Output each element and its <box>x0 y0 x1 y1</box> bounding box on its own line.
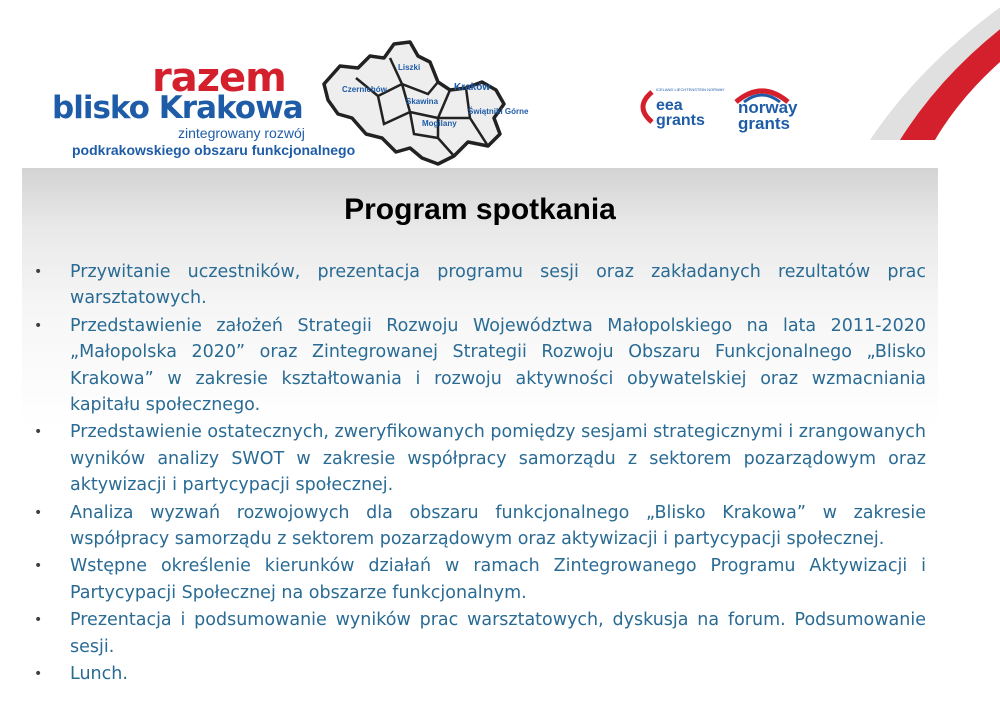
agenda-item <box>34 313 926 419</box>
bullet-icon: • <box>34 612 43 629</box>
agenda-item <box>34 259 926 312</box>
logo-tagline-2: podkrakowskiego obszaru funkcjonalnego <box>72 142 356 158</box>
agenda-item <box>34 419 926 498</box>
map-label-krakow: Kraków <box>454 82 491 93</box>
header-banner <box>0 0 960 178</box>
map-label-liszki: Liszki <box>398 63 421 72</box>
agenda-list <box>34 259 926 689</box>
agenda-item <box>34 607 926 660</box>
logo-blisko-krakowa-word: blisko Krakowa <box>52 90 303 126</box>
razem-blisko-krakowa-logo <box>52 55 356 168</box>
bullet-icon: • <box>34 504 43 521</box>
region-map-logo <box>318 38 529 170</box>
agenda-item <box>34 553 926 606</box>
bullet-icon: • <box>34 666 43 683</box>
norway-logo-text <box>738 100 798 132</box>
map-label-czernichow: Czernichów <box>342 85 387 94</box>
norway-word: norway <box>738 98 798 117</box>
eea-word: eea <box>656 97 683 114</box>
bullet-icon: • <box>34 558 43 575</box>
agenda-item-text: Lunch. <box>70 664 128 685</box>
bullet-icon: • <box>34 424 43 441</box>
norway-grants-logo <box>728 86 818 138</box>
eea-small-text: ICELAND LIECHTENSTEIN NORWAY <box>656 87 725 92</box>
eea-grants-logo <box>636 87 725 138</box>
map-label-mogilany: Mogilany <box>422 119 457 128</box>
agenda-item-text: Przywitanie uczestników, prezentacja programu sesji oraz zakładanych rezultatów prac warsztatowych. <box>70 262 926 309</box>
logo-tagline-1: zintegrowany rozwój <box>178 125 305 141</box>
corner-swoosh <box>840 0 1000 110</box>
agenda-item-text: Prezentacja i podsumowanie wyników prac warsztatowych, dyskusja na forum. Podsumowanie sesji. <box>70 610 926 657</box>
agenda-item <box>34 500 926 553</box>
norway-grants-word: grants <box>738 114 790 133</box>
logo-razem-word: razem <box>152 55 286 101</box>
page-title: Program spotkania <box>344 193 616 226</box>
eea-grants-word: grants <box>656 112 705 129</box>
eea-arc-icon <box>636 90 656 124</box>
eea-logo-text <box>656 98 705 128</box>
agenda-item <box>34 661 926 687</box>
map-label-skawina: Skawina <box>406 97 439 106</box>
map-label-swiatniki: Świątniki Górne <box>468 107 529 116</box>
agenda-item-text: Wstępne określenie kierunków działań w ramach Zintegrowanego Programu Aktywizacji i Partycypacji Społecznej na obszarze funkcjonalnym. <box>70 556 926 603</box>
agenda-item-text: Przedstawienie założeń Strategii Rozwoju Województwa Małopolskiego na lata 2011-2020 „Małopolska 2020” oraz Zintegrowanej Strategii Rozwoju Obszaru Funkcjonalnego „Blisko Krakowa” w zakresie kształtowania i rozwoju aktywności obywatelskiej oraz wzmacniania kapitału społecznego. <box>70 315 926 416</box>
agenda-item-text: Przedstawienie ostatecznych, zweryfikowanych pomiędzy sesjami strategicznymi i zrangowanych wyników analizy SWOT w zakresie współpracy samorządu z sektorem pozarządowym oraz aktywizacji i partycypacji społecznej. <box>70 422 926 496</box>
bullet-icon: • <box>34 264 43 280</box>
agenda-item-text: Analiza wyzwań rozwojowych dla obszaru funkcjonalnego „Blisko Krakowa” w zakresie współpracy samorządu z sektorem pozarządowym oraz aktywizacji i partycypacji społecznej. <box>70 502 926 550</box>
bullet-icon: • <box>34 317 43 334</box>
